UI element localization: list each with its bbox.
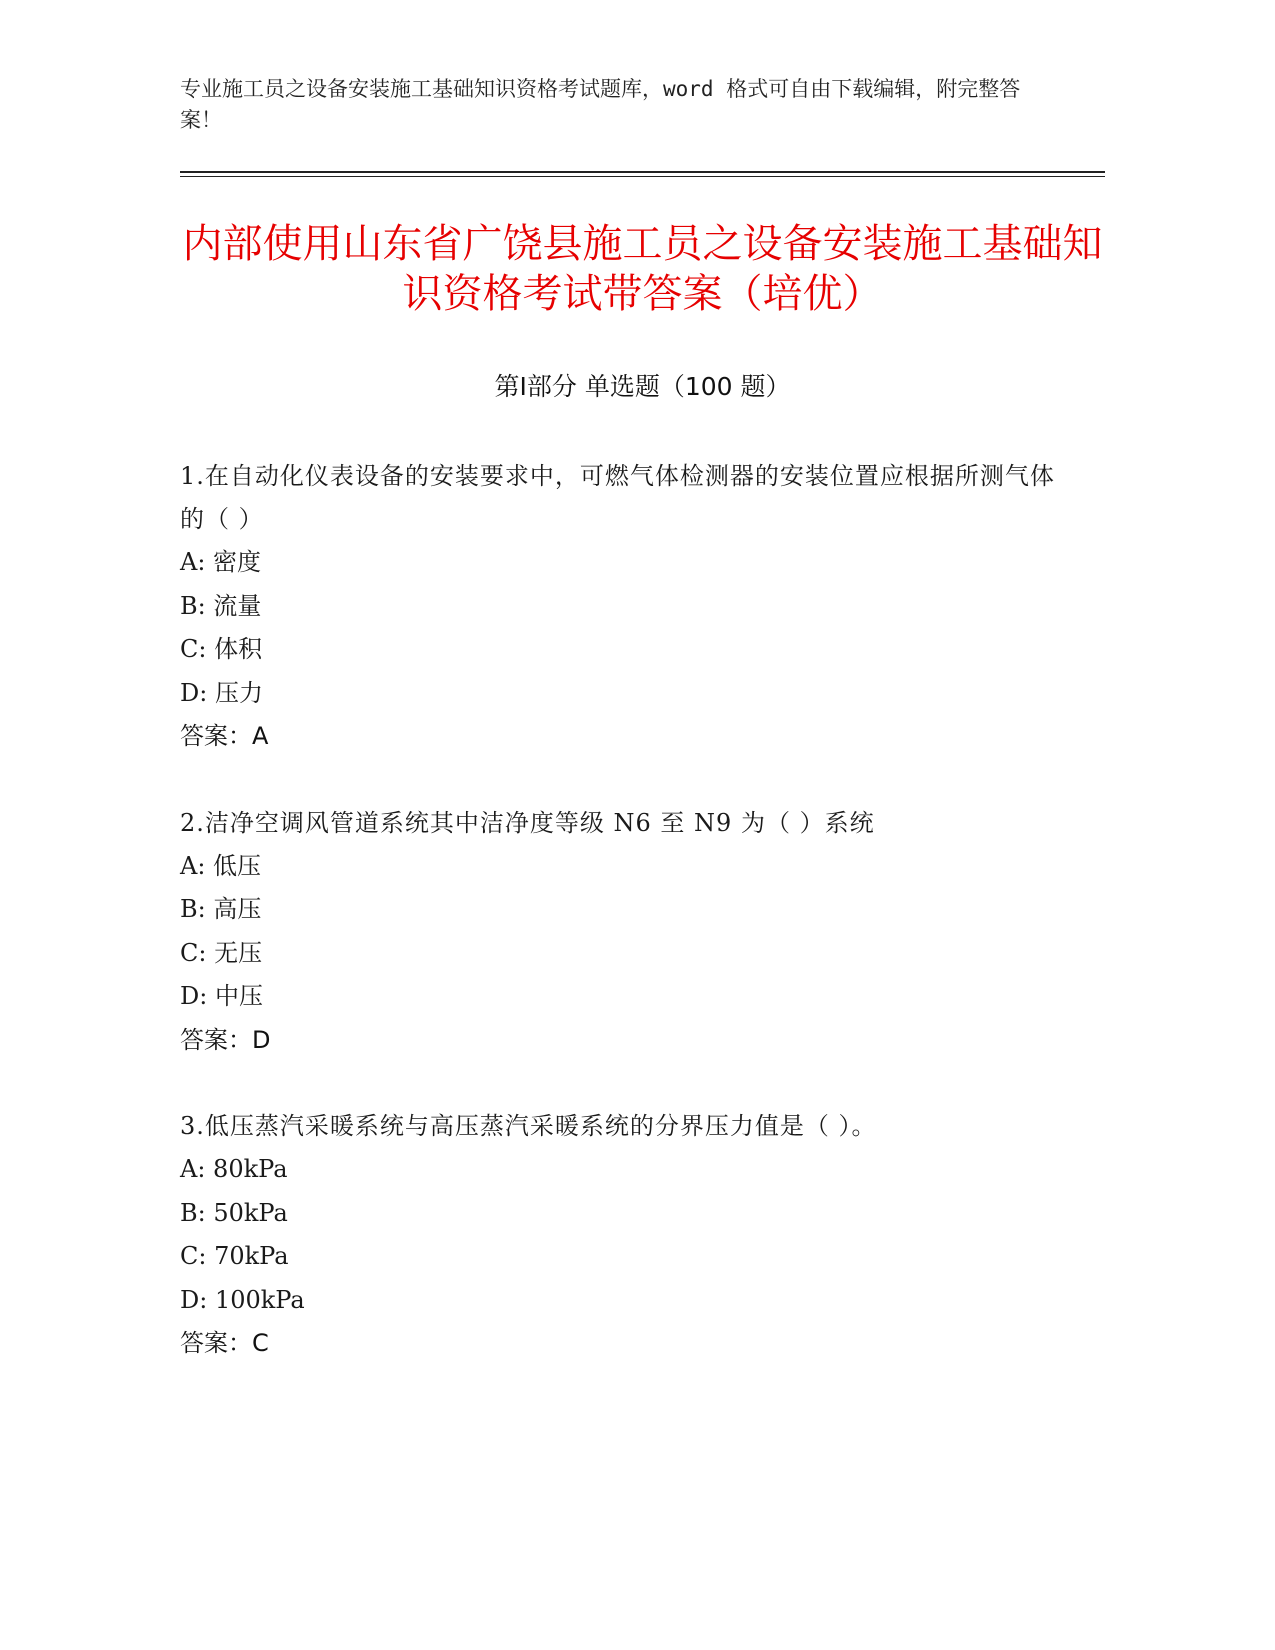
option-a: A: 低压 — [180, 851, 262, 880]
answer: 答案：D — [180, 1025, 271, 1054]
option-d: D: 100kPa — [180, 1285, 305, 1314]
document-title: 内部使用山东省广饶县施工员之设备安装施工基础知识资格考试带答案（培优） — [182, 221, 1103, 317]
option-a: A: 80kPa — [180, 1155, 288, 1183]
question-2 — [180, 802, 1060, 1063]
option-c: C: 70kPa — [180, 1242, 289, 1270]
question-stem: 1.在自动化仪表设备的安装要求中，可燃气体检测器的安装位置应根据所测气体的（ ） — [180, 462, 1055, 533]
question-1 — [180, 455, 1060, 759]
option-d: D: 压力 — [180, 678, 263, 707]
option-b: B: 50kPa — [180, 1198, 288, 1227]
answer: 答案：C — [180, 1329, 269, 1357]
option-b: B: 流量 — [180, 591, 262, 620]
section-heading: 第Ⅰ部分 单选题（100 题） — [494, 372, 791, 401]
question-list — [180, 455, 1060, 1409]
question-stem: 2.洁净空调风管道系统其中洁净度等级 N6 至 N9 为（ ）系统 — [180, 808, 875, 837]
option-d: D: 中压 — [180, 982, 263, 1010]
question-stem: 3.低压蒸汽采暖系统与高压蒸汽采暖系统的分界压力值是（ ）。 — [180, 1112, 877, 1140]
answer: 答案：A — [180, 722, 269, 750]
header-divider-thick — [180, 171, 1105, 173]
option-c: C: 体积 — [180, 635, 263, 663]
option-c: C: 无压 — [180, 938, 263, 967]
header-divider-thin — [180, 176, 1105, 177]
option-b: B: 高压 — [180, 895, 262, 923]
option-a: A: 密度 — [180, 548, 262, 576]
header-note: 专业施工员之设备安装施工基础知识资格考试题库，word 格式可自由下载编辑，附完整答案！ — [180, 77, 1021, 132]
question-3 — [180, 1105, 1060, 1366]
